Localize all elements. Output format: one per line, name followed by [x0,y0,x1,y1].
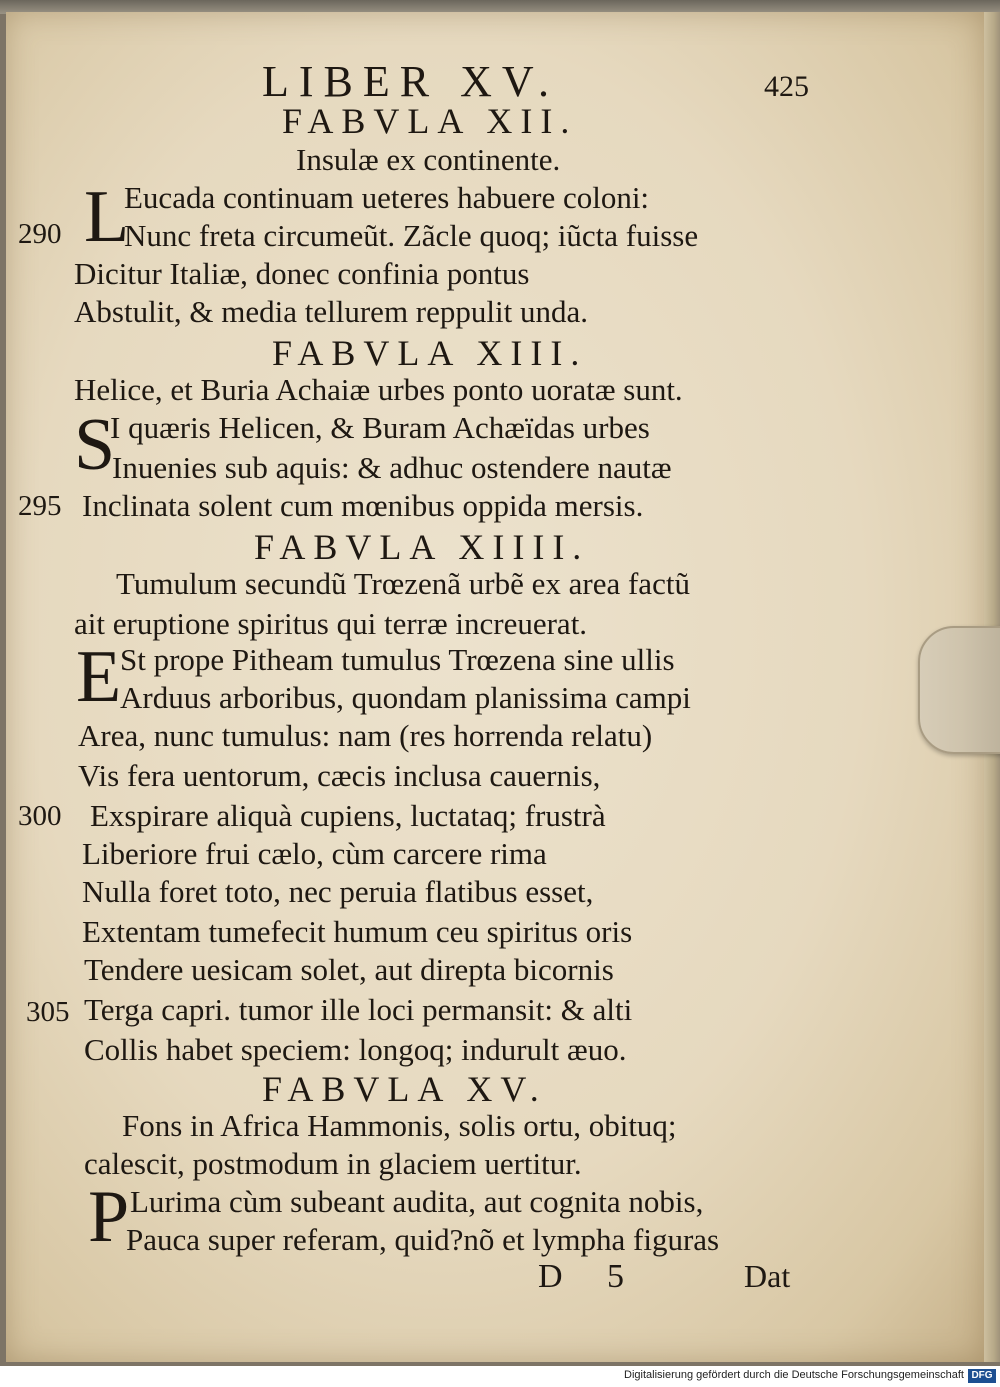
running-head: LIBER XV. [262,57,559,106]
fabula-argument: ait eruptione spiritus qui terræ increuerat. [74,606,588,641]
dfg-logo-icon: DFG [968,1369,996,1383]
verse-line: Area, nunc tumulus: nam (res horrenda relatu) [78,718,653,753]
initial-letter: E [76,636,122,718]
signature-mark: D 5 [538,1258,643,1295]
line-number: 300 [18,800,62,832]
verse-line: Pauca super referam, quid?nõ et lympha figuras [126,1222,720,1257]
funding-credit: Digitalisierung gefördert durch die Deutsche Forschungsgemeinschaft [624,1369,964,1381]
verse-line: Abstulit, & media tellurem reppulit unda. [74,294,588,329]
fabula-argument: calescit, postmodum in glaciem uertitur. [84,1146,582,1181]
verse-line: Terga capri. tumor ille loci permansit: & alti [84,992,633,1027]
verse-line: Vis fera uentorum, cæcis inclusa cauernis, [78,758,601,793]
verse-line: Dicitur Italiæ, donec confinia pontus [74,256,530,291]
fabula-heading: FABVLA XIII. [272,333,588,373]
footer-bar [0,1366,1000,1387]
verse-line: Nulla foret toto, nec peruia flatibus esset, [82,874,594,909]
verse-line: Lurima cùm subeant audita, aut cognita nobis, [130,1184,704,1219]
verse-line: St prope Pitheam tumulus Trœzena sine ullis [120,642,675,677]
book-clasp [918,626,1000,754]
fabula-heading: FABVLA XIIII. [254,527,590,567]
fabula-heading: FABVLA XV. [262,1069,547,1109]
line-number: 295 [18,490,62,522]
verse-line: Extentam tumefecit humum ceu spiritus oris [82,914,633,949]
verse-line: Exspirare aliquà cupiens, luctataq; frustrà [90,798,606,833]
page-number: 425 [764,70,809,103]
verse-line: Inclinata solent cum mœnibus oppida mersis. [82,488,644,523]
fabula-argument: Helice, et Buria Achaiæ urbes ponto uoratæ sunt. [74,372,683,407]
verse-line: Collis habet speciem: longoq; indurult æuo. [84,1032,627,1067]
initial-letter: L [84,176,130,258]
fabula-argument: Fons in Africa Hammonis, solis ortu, obituq; [122,1108,677,1143]
catchword: Dat [744,1258,791,1294]
line-number: 305 [26,996,70,1028]
line-number: 290 [18,218,62,250]
fabula-argument: Tumulum secundũ Trœzenã urbẽ ex area factũ [116,566,690,601]
fabula-heading: FABVLA XII. [282,101,578,141]
verse-line: Tendere uesicam solet, aut direpta bicornis [84,952,614,987]
initial-letter: P [88,1176,130,1258]
verse-line: Eucada continuam ueteres habuere coloni: [124,180,650,215]
verse-line: Inuenies sub aquis: & adhuc ostendere nautæ [112,450,672,485]
verse-line: Liberiore frui cælo, cùm carcere rima [82,836,547,871]
verse-line: Arduus arboribus, quondam planissima campi [120,680,691,715]
fabula-argument: Insulæ ex continente. [296,142,561,177]
verse-line: I quæris Helicen, & Buram Achæïdas urbes [110,410,650,445]
initial-letter: S [74,404,116,486]
verse-line: Nunc freta circumeũt. Zãcle quoq; iũcta fuisse [124,218,699,253]
